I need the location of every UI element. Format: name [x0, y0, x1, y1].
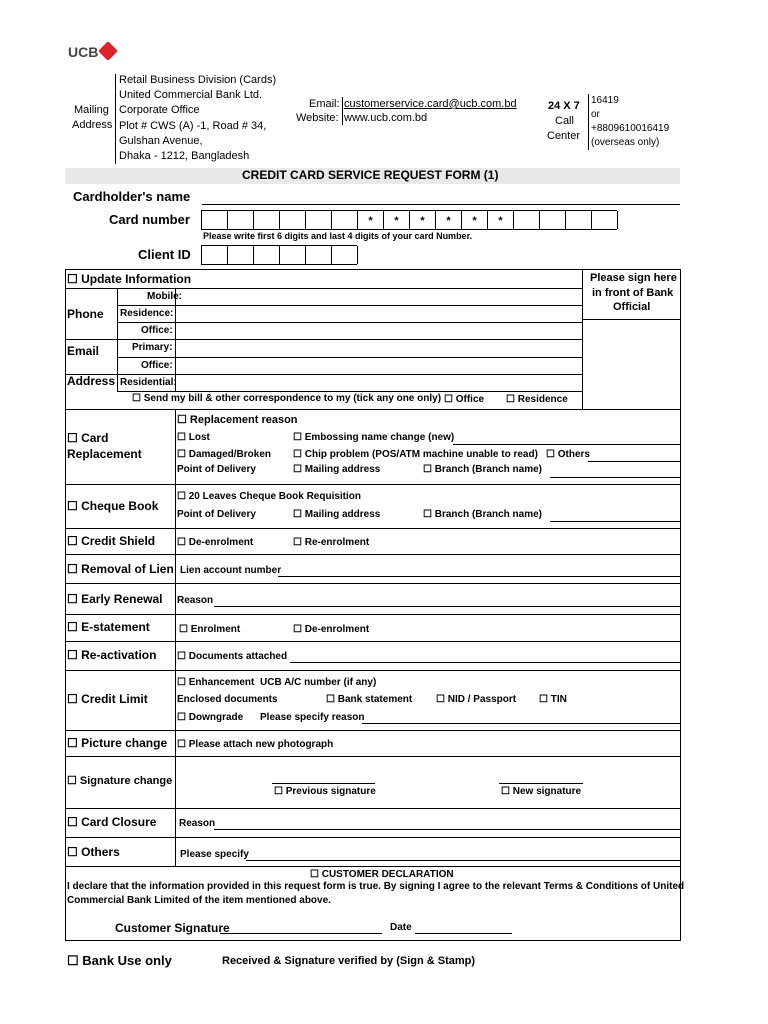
cheque-branch-checkbox[interactable]: ☐ Branch (Branch name) — [423, 509, 542, 520]
address-row-label: Address — [67, 374, 116, 388]
branch-name-field[interactable] — [550, 477, 680, 478]
signature-change-checkbox[interactable]: ☐ Signature change — [67, 775, 173, 787]
client-id-label: Client ID — [138, 247, 191, 262]
client-id-cell[interactable] — [280, 246, 306, 264]
enhancement-checkbox[interactable]: ☐ Enhancement — [177, 677, 255, 688]
others-specify-label: Please specify — [180, 849, 249, 860]
sign-header-line — [582, 319, 681, 320]
card-digit-cell[interactable] — [202, 211, 228, 229]
phone-line: +8809610016419 — [591, 123, 670, 134]
residence-phone-label: Residence: — [120, 308, 174, 319]
primary-email-label: Primary: — [132, 342, 173, 353]
enclosed-documents-label: Enclosed documents — [177, 694, 278, 705]
address-line: Gulshan Avenue, — [119, 135, 203, 147]
section-line — [65, 730, 681, 731]
sign-here-text: Please sign here — [590, 272, 677, 284]
downgrade-checkbox[interactable]: ☐ Downgrade — [177, 712, 244, 723]
card-digit-cell: * — [436, 211, 462, 229]
section-line — [65, 614, 681, 615]
client-id-cell[interactable] — [202, 246, 228, 264]
cheque-requisition-checkbox[interactable]: ☐ 20 Leaves Cheque Book Requisition — [177, 491, 362, 502]
card-digit-cell: * — [488, 211, 514, 229]
address-label: Address — [72, 119, 113, 131]
office-phone-field[interactable] — [176, 323, 581, 339]
specify-reason-label: Please specify reason — [260, 712, 365, 723]
enrolment-checkbox[interactable]: ☐ Enrolment — [179, 624, 241, 635]
call-center-line: 24 X 7 — [548, 100, 580, 112]
re-enrolment-checkbox[interactable]: ☐ Re-enrolment — [293, 537, 370, 548]
date-label: Date — [390, 922, 412, 933]
bank-use-only-checkbox[interactable]: ☐ Bank Use only — [67, 953, 172, 968]
section-line — [65, 583, 681, 584]
website-label: Website: — [296, 112, 339, 124]
branch-checkbox[interactable]: ☐ Branch (Branch name) — [423, 464, 542, 475]
declaration-text: I declare that the information provided in this request form is true. By signing I agree to the relevant Terms & Conditions of United — [67, 881, 685, 892]
estatement-de-enrolment-checkbox[interactable]: ☐ De-enrolment — [293, 624, 370, 635]
card-closure-checkbox[interactable]: ☐ Card Closure — [67, 815, 157, 829]
sign-here-text: in front of Bank — [592, 287, 674, 299]
card-digit-cell[interactable] — [540, 211, 566, 229]
delivery-label: Point of Delivery — [177, 464, 256, 475]
sign-here-text: Official — [613, 301, 651, 313]
card-digit-cell[interactable] — [332, 211, 358, 229]
cheque-book-checkbox[interactable]: ☐ Cheque Book — [67, 499, 159, 513]
date-field[interactable] — [415, 933, 512, 934]
nid-passport-checkbox[interactable]: ☐ NID / Passport — [436, 694, 517, 705]
declaration-text: Commercial Bank Limited of the item mentioned above. — [67, 895, 331, 906]
email-row-label: Email — [67, 344, 100, 358]
table-column-divider — [175, 409, 176, 866]
others-reason-checkbox[interactable]: ☐ Others — [546, 449, 590, 460]
others-reason-field[interactable] — [588, 461, 680, 462]
office-phone-label: Office: — [141, 325, 173, 336]
logo-text: UCB — [68, 44, 99, 60]
others-specify-field[interactable] — [246, 860, 680, 861]
cheque-branch-field[interactable] — [550, 521, 680, 522]
received-verified-label: Received & Signature verified by (Sign & Stamp) — [222, 955, 476, 967]
renewal-reason-label: Reason — [177, 595, 214, 606]
documents-field[interactable] — [290, 662, 680, 663]
client-id-cell[interactable] — [254, 246, 280, 264]
documents-attached-checkbox[interactable]: ☐ Documents attached — [177, 651, 288, 662]
office-checkbox[interactable]: ☐ Office — [444, 394, 485, 405]
sign-column-divider — [582, 269, 583, 409]
mailing-label: Mailing — [74, 104, 109, 116]
office-address-label: Office: — [141, 360, 173, 371]
lost-checkbox[interactable]: ☐ Lost — [177, 432, 210, 443]
customer-declaration-checkbox[interactable]: ☐ CUSTOMER DECLARATION — [310, 869, 454, 880]
row-line — [117, 391, 582, 392]
call-center-line: Call — [555, 115, 574, 127]
card-digit-cell: * — [384, 211, 410, 229]
section-line — [65, 528, 681, 529]
customer-signature-field[interactable] — [220, 933, 382, 934]
website-link[interactable]: www.ucb.com.bd — [344, 112, 428, 124]
replacement-reason-checkbox[interactable]: ☐ Replacement reason — [177, 414, 298, 426]
residential-address-label: Residential: — [120, 377, 177, 388]
re-activation-checkbox[interactable]: ☐ Re-activation — [67, 648, 157, 662]
address-line: Corporate Office — [119, 104, 200, 116]
cardholder-name-field[interactable] — [202, 204, 680, 205]
section-line — [65, 756, 681, 757]
card-digit-cell[interactable] — [592, 211, 618, 229]
address-line: United Commercial Bank Ltd. — [119, 89, 263, 101]
section-line — [65, 484, 681, 485]
residential-address-field[interactable] — [176, 375, 581, 391]
card-digit-cell[interactable] — [254, 211, 280, 229]
section-line — [65, 670, 681, 671]
office-address-field[interactable] — [176, 358, 581, 374]
credit-shield-checkbox[interactable]: ☐ Credit Shield — [67, 534, 156, 548]
residence-phone-field[interactable] — [176, 306, 581, 322]
client-id-cell[interactable] — [332, 246, 358, 264]
card-number-hint: Please write first 6 digits and last 4 digits of your card Number. — [203, 231, 473, 241]
chip-problem-checkbox[interactable]: ☐ Chip problem (POS/ATM machine unable to read) — [293, 449, 538, 460]
new-signature-field[interactable] — [499, 783, 583, 784]
contact-divider — [342, 97, 343, 125]
form-title: CREDIT CARD SERVICE REQUEST FORM (1) — [242, 168, 499, 182]
mailing-address-checkbox[interactable]: ☐ Mailing address — [293, 464, 381, 475]
early-renewal-checkbox[interactable]: ☐ Early Renewal — [67, 592, 163, 606]
card-digit-cell: * — [410, 211, 436, 229]
client-id-field[interactable] — [201, 245, 357, 265]
phone-line: (overseas only) — [591, 137, 660, 148]
section-line — [65, 808, 681, 809]
card-number-label: Card number — [109, 212, 190, 227]
cheque-delivery-label: Point of Delivery — [177, 509, 256, 520]
address-line: Dhaka - 1212, Bangladesh — [119, 150, 250, 162]
closure-reason-field[interactable] — [214, 829, 680, 830]
card-digit-cell: * — [358, 211, 384, 229]
address-line: Retail Business Division (Cards) — [119, 74, 277, 86]
card-number-field[interactable] — [201, 210, 617, 230]
section-line — [65, 554, 681, 555]
e-statement-checkbox[interactable]: ☐ E-statement — [67, 620, 150, 634]
cardholder-label: Cardholder's name — [73, 189, 191, 204]
previous-signature-checkbox[interactable]: ☐ Previous signature — [274, 786, 376, 797]
card-replacement-label: Replacement — [67, 447, 142, 461]
section-line — [65, 409, 681, 410]
tin-checkbox[interactable]: ☐ TIN — [539, 694, 567, 705]
embossing-checkbox[interactable]: ☐ Embossing name change (new) — [293, 432, 455, 443]
update-information-checkbox[interactable]: ☐ Update Information — [67, 272, 192, 286]
section-line — [65, 641, 681, 642]
removal-of-lien-checkbox[interactable]: ☐ Removal of Lien — [67, 562, 174, 576]
card-digit-cell[interactable] — [228, 211, 254, 229]
bank-statement-checkbox[interactable]: ☐ Bank statement — [326, 694, 413, 705]
mobile-field[interactable] — [176, 289, 581, 305]
attach-photograph-checkbox[interactable]: ☐ Please attach new photograph — [177, 739, 334, 750]
embossing-name-field[interactable] — [453, 444, 680, 445]
card-digit-cell[interactable] — [306, 211, 332, 229]
send-bill-option: ☐ Send my bill & other correspondence to my (tick any one only) — [132, 393, 442, 404]
ucb-ac-label: UCB A/C number (if any) — [260, 677, 377, 688]
phone-label: Phone — [67, 307, 104, 321]
phone-divider — [588, 94, 589, 150]
renewal-reason-field[interactable] — [214, 606, 680, 607]
others-checkbox[interactable]: ☐ Others — [67, 845, 120, 859]
phone-line: or — [591, 109, 600, 120]
card-digit-cell[interactable] — [514, 211, 540, 229]
cheque-mailing-checkbox[interactable]: ☐ Mailing address — [293, 509, 381, 520]
card-digit-cell: * — [462, 211, 488, 229]
closure-reason-label: Reason — [179, 818, 216, 829]
section-line — [65, 837, 681, 838]
lien-account-label: Lien account number — [180, 565, 282, 576]
card-digit-cell[interactable] — [566, 211, 592, 229]
lien-account-field[interactable] — [278, 576, 680, 577]
de-enrolment-checkbox[interactable]: ☐ De-enrolment — [177, 537, 254, 548]
customer-signature-label: Customer Signature — [115, 921, 230, 935]
section-line — [65, 866, 681, 867]
card-digit-cell[interactable] — [280, 211, 306, 229]
damaged-checkbox[interactable]: ☐ Damaged/Broken — [177, 449, 271, 460]
card-replacement-checkbox[interactable]: ☐ Card — [67, 431, 109, 445]
mobile-label: Mobile: — [147, 291, 182, 302]
residence-checkbox[interactable]: ☐ Residence — [506, 394, 568, 405]
address-line: Plot # CWS (A) -1, Road # 34, — [119, 120, 267, 132]
email-label: Email: — [309, 98, 340, 110]
downgrade-reason-field[interactable] — [362, 723, 680, 724]
client-id-cell[interactable] — [306, 246, 332, 264]
new-signature-checkbox[interactable]: ☐ New signature — [501, 786, 582, 797]
phone-line: 16419 — [591, 95, 619, 106]
client-id-cell[interactable] — [228, 246, 254, 264]
email-link[interactable]: customerservice.card@ucb.com.bd — [344, 98, 517, 110]
picture-change-checkbox[interactable]: ☐ Picture change — [67, 736, 168, 750]
address-divider — [115, 74, 116, 164]
credit-limit-checkbox[interactable]: ☐ Credit Limit — [67, 692, 148, 706]
previous-signature-field[interactable] — [272, 783, 375, 784]
logo-mark-icon — [98, 41, 118, 61]
call-center-line: Center — [547, 130, 581, 142]
primary-email-field[interactable] — [176, 340, 581, 357]
